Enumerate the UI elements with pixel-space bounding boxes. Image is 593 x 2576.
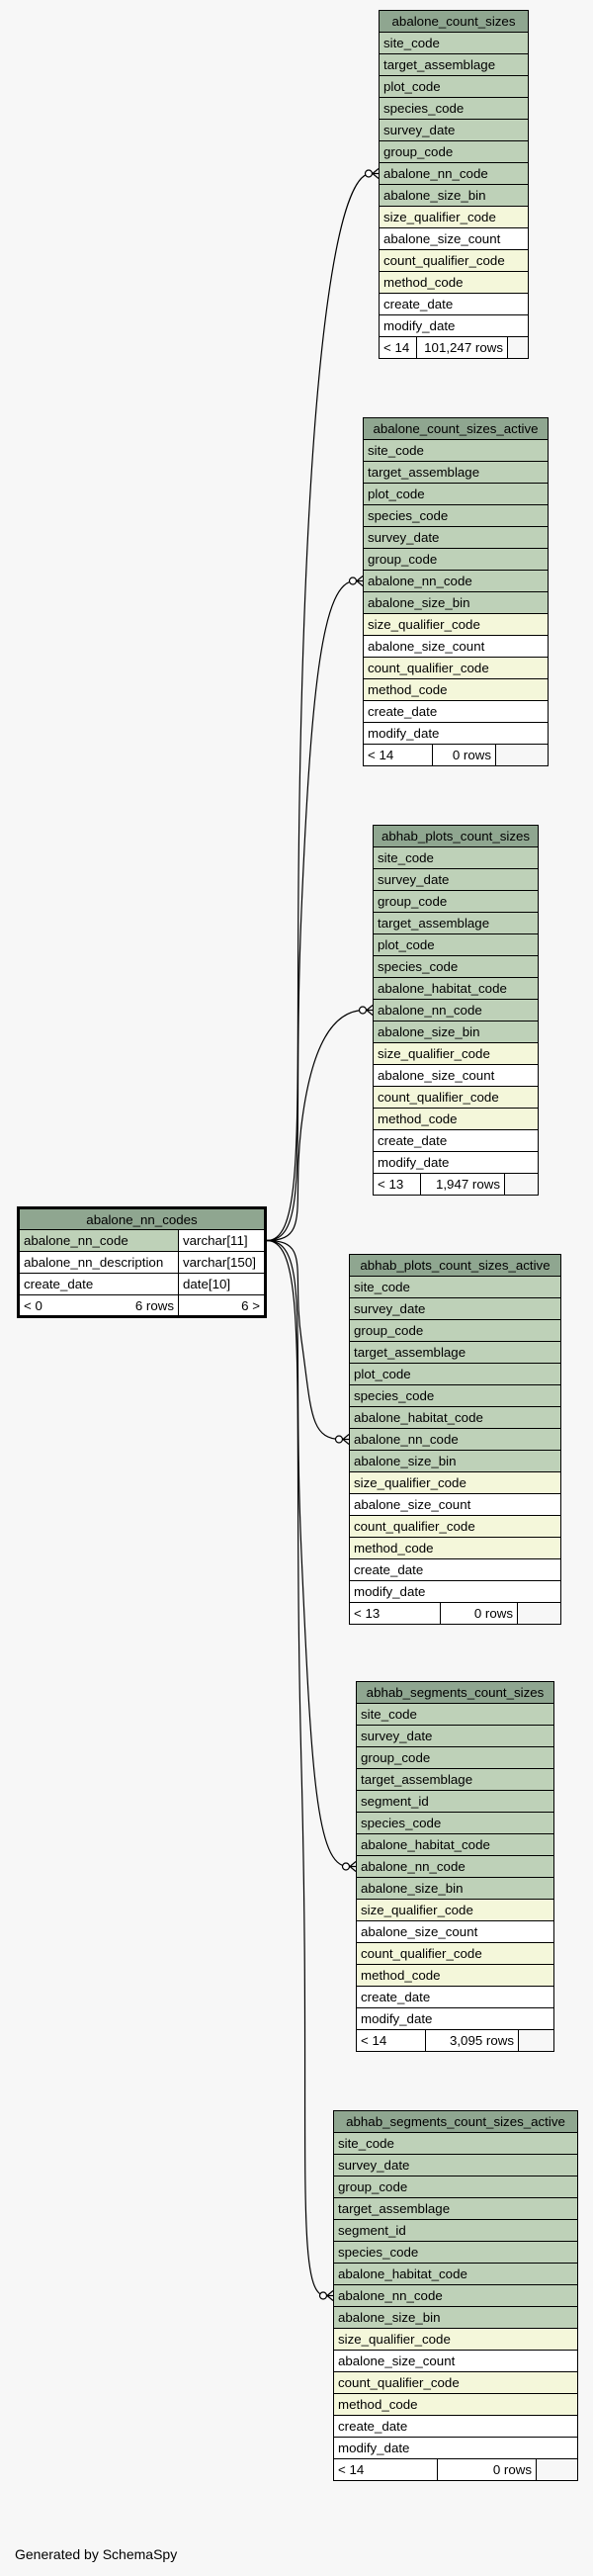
- column-row: create_date: [350, 1559, 561, 1581]
- parents-count[interactable]: < 14: [364, 745, 433, 766]
- column-row: size_qualifier_code: [357, 1900, 554, 1921]
- column-row: group_code: [334, 2176, 578, 2198]
- column-type: date[10]: [179, 1274, 266, 1295]
- column-row: count_qualifier_code: [374, 1087, 539, 1109]
- column-row: abalone_nn_code: [350, 1429, 561, 1451]
- column-row: abalone_habitat_code: [357, 1834, 554, 1856]
- column-row: abalone_size_bin: [357, 1878, 554, 1900]
- table-abalone-count-sizes-active[interactable]: [363, 417, 549, 766]
- column-row: abalone_nn_code: [374, 1000, 539, 1022]
- table-title[interactable]: abalone_count_sizes_active: [364, 418, 549, 440]
- parents-count[interactable]: < 14: [334, 2459, 438, 2481]
- column-row: plot_code: [374, 934, 539, 956]
- column-row: site_code: [357, 1704, 554, 1726]
- table-abhab-segments-count-sizes-active[interactable]: [333, 2110, 578, 2481]
- column-row: species_code: [357, 1813, 554, 1834]
- column-row: site_code: [350, 1277, 561, 1298]
- column-row: group_code: [364, 549, 549, 571]
- column-type: varchar[150]: [179, 1252, 266, 1274]
- relationship-line: [267, 1241, 348, 1867]
- relationship-line: [267, 1241, 325, 2296]
- column-row: count_qualifier_code: [364, 658, 549, 679]
- table-title[interactable]: abalone_nn_codes: [19, 1208, 266, 1230]
- column-row: target_assemblage: [380, 54, 529, 76]
- column-row: species_code: [380, 98, 529, 120]
- column-row: size_qualifier_code: [350, 1472, 561, 1494]
- column-row: modify_date: [380, 315, 529, 337]
- column-row: target_assemblage: [374, 913, 539, 934]
- children-count[interactable]: 6 >: [179, 1295, 266, 1317]
- row-count: 0 rows: [438, 2459, 537, 2481]
- column-row: species_code: [334, 2242, 578, 2264]
- optional-circle-marker: [343, 1863, 350, 1870]
- column-row: abalone_nn_code: [357, 1856, 554, 1878]
- column-row: survey_date: [350, 1298, 561, 1320]
- table-title[interactable]: abhab_segments_count_sizes: [357, 1682, 554, 1704]
- column-row: species_code: [374, 956, 539, 978]
- column-row: site_code: [364, 440, 549, 462]
- row-count: 0 rows: [433, 745, 496, 766]
- column-row: abalone_habitat_code: [350, 1407, 561, 1429]
- parents-count[interactable]: < 14: [380, 337, 417, 359]
- table-title[interactable]: abhab_plots_count_sizes: [374, 826, 539, 847]
- column-row: count_qualifier_code: [334, 2372, 578, 2394]
- column-row: abalone_nn_code: [364, 571, 549, 592]
- optional-circle-marker: [320, 2292, 327, 2299]
- column-row: abalone_size_count: [334, 2351, 578, 2372]
- footer-left-cell: [19, 1295, 179, 1317]
- column-row: create_date: [334, 2416, 578, 2438]
- column-row: plot_code: [364, 484, 549, 505]
- table-abalone-nn-codes[interactable]: [17, 1206, 267, 1318]
- relationship-line: [267, 174, 371, 1241]
- column-row: abalone_habitat_code: [334, 2264, 578, 2285]
- column-row: group_code: [374, 891, 539, 913]
- column-row: abalone_size_count: [350, 1494, 561, 1516]
- column-row: create_date: [357, 1987, 554, 2008]
- column-row: abalone_nn_code: [380, 163, 529, 185]
- relationship-line: [267, 1241, 341, 1440]
- column-name: create_date: [19, 1274, 179, 1295]
- table-abhab-plots-count-sizes-active[interactable]: [349, 1254, 561, 1625]
- column-row: abalone_nn_code: [334, 2285, 578, 2307]
- column-row: group_code: [350, 1320, 561, 1342]
- column-row: method_code: [380, 272, 529, 294]
- column-row: segment_id: [334, 2220, 578, 2242]
- column-row: target_assemblage: [334, 2198, 578, 2220]
- table-title[interactable]: abhab_plots_count_sizes_active: [350, 1255, 561, 1277]
- column-row: site_code: [374, 847, 539, 869]
- column-row: species_code: [364, 505, 549, 527]
- column-row: abalone_size_bin: [350, 1451, 561, 1472]
- column-row: segment_id: [357, 1791, 554, 1813]
- column-row: modify_date: [374, 1152, 539, 1174]
- table-abhab-plots-count-sizes[interactable]: [373, 825, 539, 1196]
- relationship-line: [267, 1011, 365, 1241]
- column-row: modify_date: [334, 2438, 578, 2459]
- column-row: size_qualifier_code: [374, 1043, 539, 1065]
- row-count: 6 rows: [134, 1297, 174, 1313]
- column-row: survey_date: [380, 120, 529, 141]
- row-count: 1,947 rows: [421, 1174, 505, 1196]
- column-row: abalone_size_count: [357, 1921, 554, 1943]
- column-row: count_qualifier_code: [357, 1943, 554, 1965]
- children-count-blank: [505, 1174, 539, 1196]
- column-row: abalone_size_count: [364, 636, 549, 658]
- column-row: method_code: [350, 1538, 561, 1559]
- column-row: target_assemblage: [350, 1342, 561, 1364]
- column-row: method_code: [334, 2394, 578, 2416]
- children-count-blank: [519, 2030, 554, 2052]
- column-row: modify_date: [350, 1581, 561, 1603]
- table-title[interactable]: abalone_count_sizes: [380, 11, 529, 33]
- optional-circle-marker: [336, 1436, 343, 1443]
- column-row: abalone_habitat_code: [374, 978, 539, 1000]
- column-row: group_code: [357, 1747, 554, 1769]
- generated-by-footer: Generated by SchemaSpy: [15, 2546, 178, 2562]
- row-count: 3,095 rows: [426, 2030, 519, 2052]
- column-row: species_code: [350, 1385, 561, 1407]
- column-row: abalone_size_bin: [380, 185, 529, 207]
- column-row: size_qualifier_code: [380, 207, 529, 228]
- column-row: abalone_size_count: [374, 1065, 539, 1087]
- column-row: target_assemblage: [357, 1769, 554, 1791]
- column-row: create_date: [380, 294, 529, 315]
- column-row: abalone_size_bin: [334, 2307, 578, 2329]
- column-row: group_code: [380, 141, 529, 163]
- children-count-blank: [508, 337, 529, 359]
- column-row: method_code: [374, 1109, 539, 1130]
- column-row: survey_date: [364, 527, 549, 549]
- parents-count[interactable]: < 14: [357, 2030, 426, 2052]
- optional-circle-marker: [366, 170, 373, 177]
- relationship-line: [267, 581, 355, 1241]
- column-row: count_qualifier_code: [350, 1516, 561, 1538]
- optional-circle-marker: [350, 577, 357, 584]
- column-type: varchar[11]: [179, 1230, 266, 1252]
- column-row: count_qualifier_code: [380, 250, 529, 272]
- column-row: abalone_size_bin: [374, 1022, 539, 1043]
- column-row: plot_code: [380, 76, 529, 98]
- column-row: create_date: [374, 1130, 539, 1152]
- parents-count[interactable]: < 13: [350, 1603, 441, 1625]
- column-row: site_code: [334, 2133, 578, 2155]
- column-row: create_date: [364, 701, 549, 723]
- column-row: plot_code: [350, 1364, 561, 1385]
- table-abalone-count-sizes[interactable]: [379, 10, 529, 359]
- column-row: method_code: [357, 1965, 554, 1987]
- row-count: 0 rows: [441, 1603, 518, 1625]
- column-row: modify_date: [357, 2008, 554, 2030]
- children-count-blank: [537, 2459, 578, 2481]
- optional-circle-marker: [360, 1007, 367, 1014]
- column-row: site_code: [380, 33, 529, 54]
- column-row: size_qualifier_code: [334, 2329, 578, 2351]
- row-count: 101,247 rows: [417, 337, 508, 359]
- column-row: target_assemblage: [364, 462, 549, 484]
- column-name: abalone_nn_code: [19, 1230, 179, 1252]
- table-title[interactable]: abhab_segments_count_sizes_active: [334, 2111, 578, 2133]
- column-row: size_qualifier_code: [364, 614, 549, 636]
- column-row: method_code: [364, 679, 549, 701]
- parents-count[interactable]: < 0: [24, 1297, 42, 1313]
- column-row: modify_date: [364, 723, 549, 745]
- column-name: abalone_nn_description: [19, 1252, 179, 1274]
- parents-count[interactable]: < 13: [374, 1174, 421, 1196]
- children-count-blank: [518, 1603, 561, 1625]
- column-row: survey_date: [374, 869, 539, 891]
- column-row: survey_date: [334, 2155, 578, 2176]
- table-abhab-segments-count-sizes[interactable]: [356, 1681, 554, 2052]
- column-row: survey_date: [357, 1726, 554, 1747]
- children-count-blank: [496, 745, 549, 766]
- column-row: abalone_size_count: [380, 228, 529, 250]
- column-row: abalone_size_bin: [364, 592, 549, 614]
